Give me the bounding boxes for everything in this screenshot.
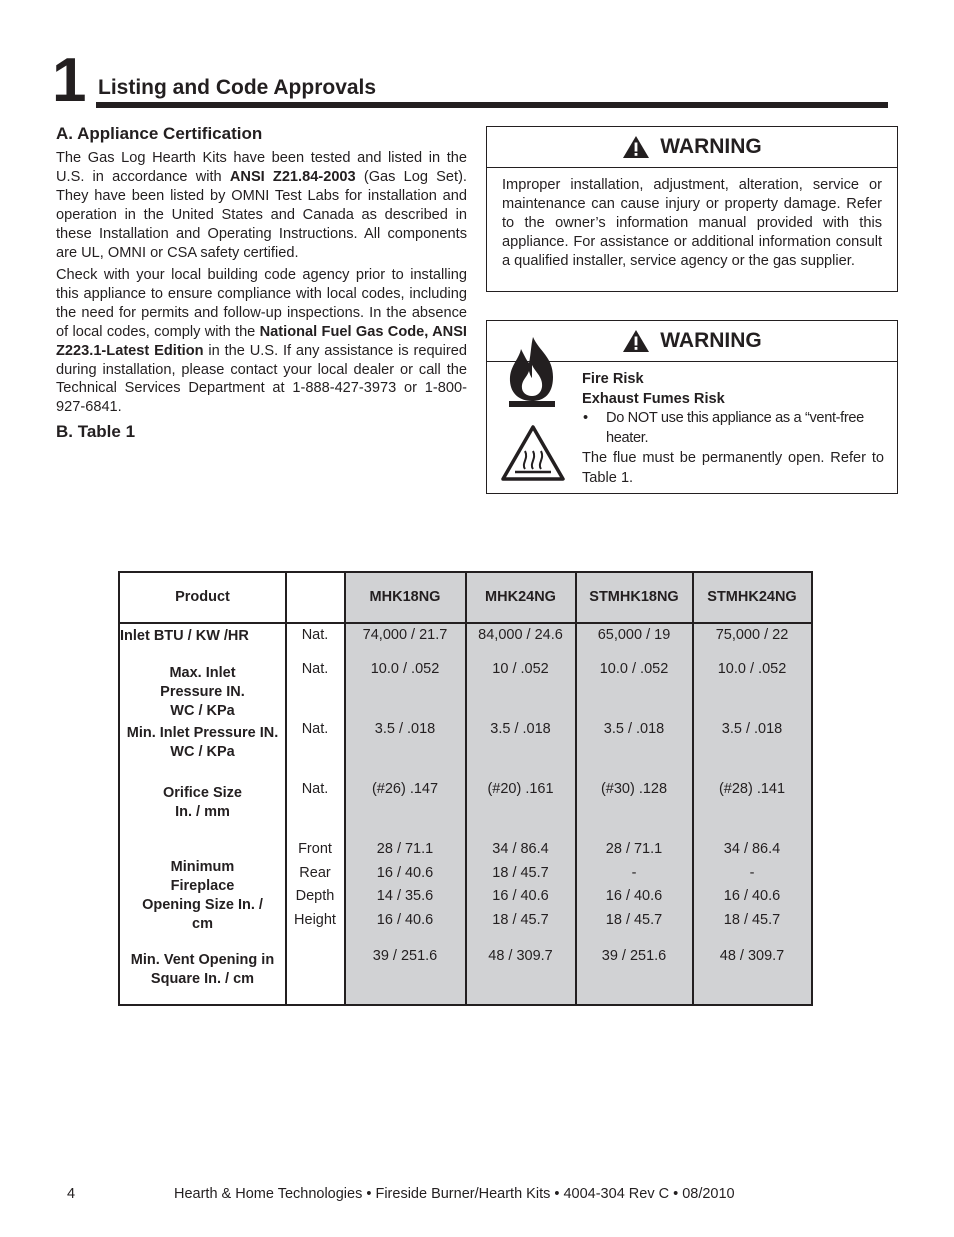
warning-box-installation bbox=[486, 126, 898, 292]
table-header-mhk18ng: MHK18NG bbox=[369, 589, 441, 605]
warning-triangle-icon bbox=[622, 135, 650, 159]
warning-title: WARNING bbox=[660, 329, 762, 352]
value-cell: 10.0 / .052 bbox=[599, 661, 669, 677]
value-cell: 65,000 / 19 bbox=[597, 627, 671, 643]
unit-cell: Nat. bbox=[301, 781, 329, 797]
warning-text: Improper installation, adjustment, alteration, service or maintenance can cause injury or property damage. Refer to the owner’s information manual provided with this appliance. For assistance or additional information consult a qualified installer, service agency or the gas supplier. bbox=[502, 177, 882, 269]
value-cell: 3.5 / .018 bbox=[374, 721, 436, 737]
value-cell: 16 / 40.6 bbox=[376, 912, 434, 928]
section-number: 1 bbox=[52, 46, 85, 115]
warning-body bbox=[582, 370, 884, 488]
value-cell: 10.0 / .052 bbox=[370, 661, 440, 677]
value-cell: (#26) .147 bbox=[371, 781, 439, 797]
risk-fumes: Exhaust Fumes Risk bbox=[582, 390, 725, 407]
value-cell: (#20) .161 bbox=[487, 781, 554, 797]
unit-cell: Nat. bbox=[301, 661, 329, 677]
warning-bullet bbox=[582, 409, 884, 448]
value-cell: 84,000 / 24.6 bbox=[478, 627, 563, 643]
row-label-fireplace-opening: Minimum Fireplace Opening Size In. / cm bbox=[142, 859, 263, 932]
bullet-dot: • bbox=[583, 410, 589, 426]
value-cell: 18 / 45.7 bbox=[492, 865, 549, 881]
value-cell: 34 / 86.4 bbox=[492, 841, 549, 857]
value-cell: (#28) .141 bbox=[718, 781, 786, 797]
bullet-text: Do NOT use this appliance as a “vent-free heater. bbox=[606, 410, 864, 446]
row-label-min-pressure: Min. Inlet Pressure IN. WC / KPa bbox=[126, 725, 279, 760]
unit-cell: Nat. bbox=[301, 627, 329, 643]
value-cell: - bbox=[631, 865, 637, 881]
value-cell: 39 / 251.6 bbox=[601, 948, 667, 964]
value-cell: 16 / 40.6 bbox=[492, 888, 549, 904]
value-cell: 18 / 45.7 bbox=[605, 912, 663, 928]
table-header-stmhk24ng: STMHK24NG bbox=[707, 589, 797, 605]
row-label-inlet-btu: Inlet BTU / KW /HR bbox=[120, 628, 249, 644]
value-cell: 28 / 71.1 bbox=[605, 841, 663, 857]
table-header-mhk24ng: MHK24NG bbox=[485, 589, 556, 605]
value-cell: (#30) .128 bbox=[600, 781, 668, 797]
hot-surface-icon bbox=[501, 425, 565, 481]
footer-text: Hearth & Home Technologies • Fireside Burner/Hearth Kits • 4004-304 Rev C • 08/2010 bbox=[174, 1186, 735, 1202]
certification-p1-standard: ANSI Z21.84-2003 bbox=[229, 168, 356, 185]
flame-icon bbox=[503, 335, 561, 413]
row-label-vent-opening: Min. Vent Opening in Square In. / cm bbox=[130, 952, 275, 987]
certification-p1-text-a: The Gas Log Hearth Kits have been tested and listed in the U.S. in accordance with bbox=[56, 150, 467, 185]
table-heading: B. Table 1 bbox=[56, 422, 136, 441]
value-cell: 48 / 309.7 bbox=[488, 948, 553, 964]
unit-cell-front: Front bbox=[298, 841, 332, 857]
value-cell: 3.5 / .018 bbox=[490, 721, 551, 737]
value-cell: 18 / 45.7 bbox=[723, 912, 781, 928]
certification-paragraph-1 bbox=[56, 149, 467, 262]
table-header-stmhk18ng: STMHK18NG bbox=[589, 589, 679, 605]
value-cell: 75,000 / 22 bbox=[715, 627, 789, 643]
value-cell: 10.0 / .052 bbox=[717, 661, 787, 677]
value-cell: 39 / 251.6 bbox=[372, 948, 438, 964]
unit-cell-depth: Depth bbox=[295, 888, 335, 904]
warning-header bbox=[487, 127, 897, 168]
risk-fire: Fire Risk bbox=[582, 371, 644, 387]
value-cell: 28 / 71.1 bbox=[376, 841, 434, 857]
row-label-orifice: Orifice Size In. / mm bbox=[163, 785, 242, 820]
flue-note: The flue must be permanently open. Refer to Table 1. bbox=[582, 450, 884, 486]
section-title: Listing and Code Approvals bbox=[98, 76, 377, 99]
unit-cell-rear: Rear bbox=[299, 865, 331, 881]
value-cell: 18 / 45.7 bbox=[492, 912, 549, 928]
certification-p2-text-b: in the U.S. If any assistance is required during installation, please contact your local dealer or call the Technical Services Department at 1-888-427-3973 or 1-800-927-6841. bbox=[56, 342, 468, 416]
value-cell: 34 / 86.4 bbox=[723, 841, 781, 857]
value-cell: 14 / 35.6 bbox=[376, 888, 434, 904]
warning-title: WARNING bbox=[660, 135, 762, 158]
unit-cell-height: Height bbox=[294, 912, 336, 928]
value-cell: 48 / 309.7 bbox=[719, 948, 785, 964]
value-cell: 10 / .052 bbox=[492, 661, 549, 677]
certification-heading: A. Appliance Certification bbox=[56, 124, 263, 143]
value-cell: 3.5 / .018 bbox=[721, 721, 783, 737]
warning-triangle-icon bbox=[622, 329, 650, 353]
page-number: 4 bbox=[67, 1186, 76, 1202]
value-cell: 16 / 40.6 bbox=[376, 865, 434, 881]
value-cell: - bbox=[749, 865, 755, 881]
value-cell: 3.5 / .018 bbox=[603, 721, 665, 737]
value-cell: 16 / 40.6 bbox=[723, 888, 781, 904]
warning-box-fire bbox=[486, 320, 898, 494]
unit-cell: Nat. bbox=[301, 721, 329, 737]
certification-p1-text-b: (Gas Log Set). They have been listed by OMNI Test Labs for installation and operation in the United States and Canada as described in these Installation and Operating Instructions. All components are UL, OMNI or CSA safety certified. bbox=[56, 168, 467, 261]
certification-p2-text-a: Check with your local building code agency prior to installing this appliance to ensure compliance with local codes, including the need for permits and follow-up inspections. In the absence of local codes, comply with the bbox=[56, 267, 467, 340]
table-header-product: Product bbox=[175, 589, 230, 605]
value-cell: 74,000 / 21.7 bbox=[362, 627, 448, 643]
certification-p2-code: National Fuel Gas Code, ANSI Z223.1-Latest Edition bbox=[56, 323, 467, 359]
value-cell: 16 / 40.6 bbox=[605, 888, 663, 904]
row-label-max-pressure: Max. Inlet Pressure IN. WC / KPa bbox=[160, 665, 245, 719]
section-rule bbox=[96, 102, 888, 108]
certification-paragraph-2 bbox=[56, 266, 467, 417]
